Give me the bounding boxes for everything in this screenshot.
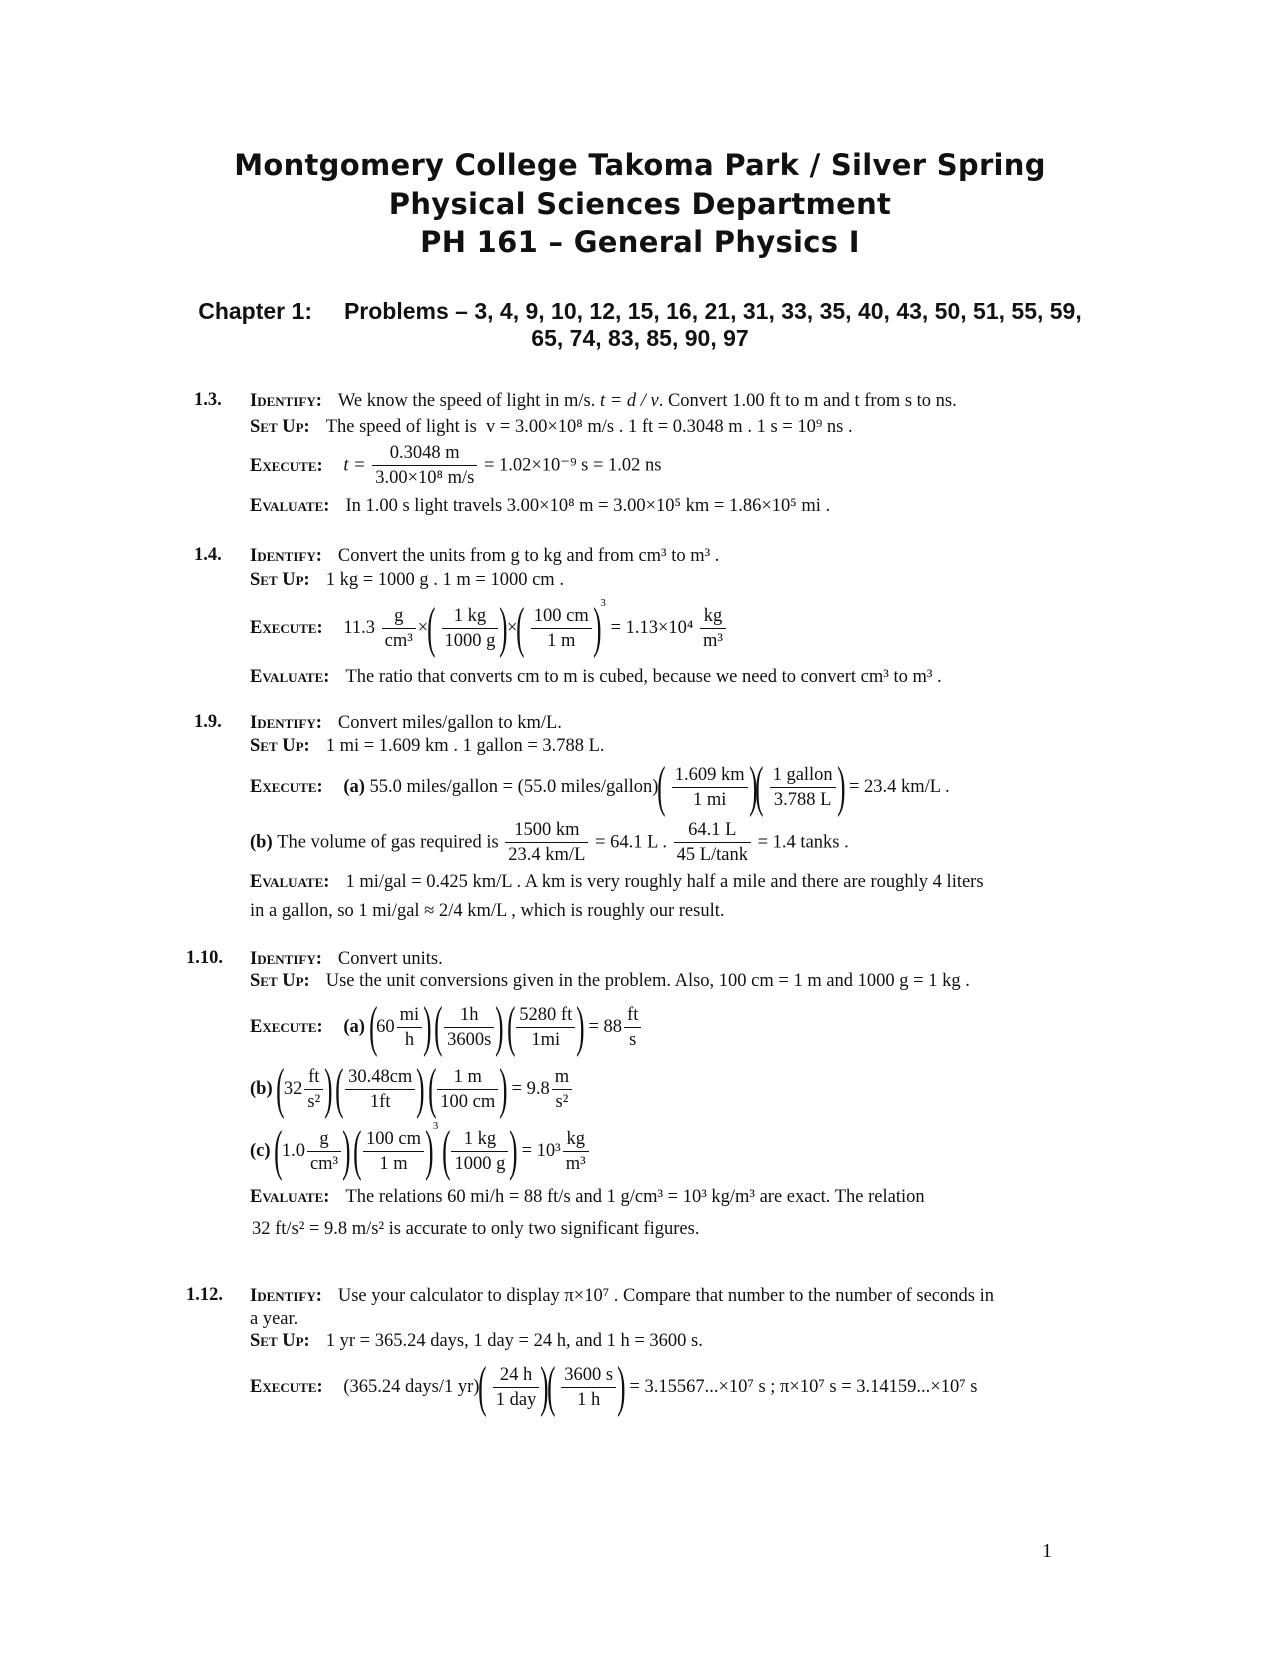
- fraction-denominator: 1ft: [369, 1091, 391, 1112]
- setup-line: [250, 569, 564, 591]
- fraction-denominator: 45 L/tank: [676, 845, 748, 865]
- execute-rhs: = 1.13×10⁴: [610, 618, 694, 638]
- part-label: (b): [250, 832, 273, 853]
- identify-text: Use your calculator to display π×10⁷ . Compare that number to the number of seconds in: [337, 1286, 994, 1306]
- fraction-numerator: kg: [563, 1127, 589, 1152]
- header-line-2: Physical Sciences Department: [388, 187, 892, 221]
- fraction: [563, 1127, 589, 1176]
- header-line-3: PH 161 – General Physics I: [420, 225, 860, 259]
- part-label: (a): [343, 1017, 365, 1037]
- fraction-denominator: cm³: [384, 630, 413, 651]
- fraction: [674, 818, 751, 867]
- identify-continued: a year.: [250, 1309, 299, 1329]
- fraction-denominator: 1000 g: [454, 1153, 506, 1174]
- fraction-numerator: 100 cm: [531, 604, 592, 629]
- execute-line: Execute: (365.24 days/1 yr)( 24 h 1 day )( $\frac{3600 s}{1 h}$ ) = 3.15567...×10⁷ s ; π×10⁷ s = 3.14159...×10⁷ s: [250, 1356, 978, 1418]
- execute-line: Execute: 11.3 $\frac{g}{\text{cm³}}$ ×( $\frac{1 kg}{1000 g}$ )×( $\frac{100 cm}{1 m}$ )$^3$ = 1.13×10⁴ $\frac{kg}{\text{m³}}$: [250, 603, 728, 653]
- fraction-denominator: 3600s: [447, 1029, 492, 1050]
- fraction: [345, 1065, 415, 1114]
- setup-text: The speed of light is: [325, 417, 477, 437]
- execute-rhs: = 1.02×10⁻⁹ s = 1.02 ns: [483, 455, 662, 476]
- fraction-denominator: cm³: [309, 1153, 339, 1174]
- fraction-denominator: m³: [565, 1153, 586, 1174]
- fraction-denominator: 1mi: [531, 1029, 561, 1050]
- part-c-line: (c) (1.0 $\frac{g}{\text{cm³}}$ ) ( $\frac{100 cm}{1 m}$ )$^3$ ( $\frac{1 kg}{1000 g}$ ) = 10³ $\frac{kg}{\text{m³}}$: [250, 1126, 591, 1176]
- setup-label: Set Up:: [250, 417, 310, 437]
- chapter-heading: [0, 298, 1280, 325]
- execute-line: Execute: (a) 55.0 miles/gallon = (55.0 miles/gallon)( $\frac{1.609 km}{1 mi}$ )( 1 gallon 3.788 L ) = 23.4 km/L .: [250, 756, 950, 818]
- fraction-numerator: 3600 s: [561, 1363, 616, 1388]
- identify-text: Convert the units from g to kg and from cm³ to m³ .: [337, 546, 720, 566]
- fraction-denominator: 1 h: [577, 1389, 601, 1410]
- coefficient: 1.0: [281, 1141, 305, 1161]
- identify-label: Identify:: [250, 949, 322, 969]
- fraction-denominator: 100 cm: [440, 1091, 496, 1112]
- page-number: 1: [1042, 1540, 1052, 1562]
- part-label: (c): [250, 1141, 271, 1161]
- fraction-denominator: 3.788 L: [773, 789, 832, 810]
- evaluate-text: In 1.00 s light travels 3.00×10⁸ m = 3.00×10⁵ km = 1.86×10⁵ mi .: [345, 496, 831, 516]
- chapter-title: Chapter 1:: [198, 298, 312, 324]
- fraction: [672, 763, 748, 812]
- identify-line: [250, 948, 443, 970]
- fraction: [770, 763, 836, 812]
- identify-text: Convert units.: [337, 949, 443, 969]
- fraction-numerator: g: [382, 604, 416, 629]
- fraction: [372, 441, 477, 490]
- execute-line: Execute: (a) (60 $\frac{mi}{h}$ ) ( $\frac{1h}{3600s}$ ) ( $\frac{5280 ft}{1mi}$ ) = 88 $\frac{ft}{s}$: [250, 1002, 643, 1052]
- problems-list-2: 65, 74, 83, 85, 90, 97: [531, 325, 749, 351]
- fraction: [437, 1065, 498, 1114]
- fraction-numerator: 64.1 L: [674, 818, 751, 843]
- fraction-numerator: m: [552, 1065, 572, 1090]
- fraction-numerator: 1 gallon: [770, 763, 836, 788]
- problem-number: 1.4.: [194, 545, 222, 565]
- fraction-denominator: s²: [555, 1091, 569, 1112]
- fraction-numerator: ft: [624, 1003, 641, 1028]
- fraction: [382, 604, 416, 653]
- problems-label: Problems –: [343, 298, 468, 324]
- part-rhs: = 10³: [521, 1141, 561, 1161]
- identify-equation: t = d / v: [599, 391, 659, 411]
- evaluate-text: 1 mi/gal = 0.425 km/L . A km is very roughly half a mile and there are roughly 4 liters: [345, 872, 984, 892]
- execute-lhs: t =: [343, 455, 366, 476]
- fraction: [307, 1127, 341, 1176]
- problem-number: 1.12.: [186, 1285, 223, 1305]
- evaluate-label: Evaluate:: [250, 667, 330, 687]
- setup-text: 1 yr = 365.24 days, 1 day = 24 h, and 1 h = 3600 s.: [325, 1331, 703, 1351]
- evaluate-continued: 32 ft/s² = 9.8 m/s² is accurate to only two significant figures.: [252, 1219, 700, 1239]
- identify-line: [250, 712, 562, 734]
- setup-text: Use the unit conversions given in the problem. Also, 100 cm = 1 m and 1000 g = 1 kg .: [325, 971, 970, 991]
- fraction-denominator: m³: [702, 630, 723, 651]
- fraction: [363, 1127, 424, 1176]
- fraction-numerator: mi: [397, 1003, 423, 1028]
- fraction-numerator: ft: [304, 1065, 323, 1090]
- setup-label: Set Up:: [250, 1331, 310, 1351]
- execute-label: Execute:: [250, 1017, 323, 1037]
- identify-line: [250, 545, 719, 567]
- execute-coefficient: 11.3: [343, 618, 376, 638]
- setup-line: [250, 1330, 703, 1352]
- fraction: [397, 1003, 423, 1052]
- fraction: [531, 604, 592, 653]
- fraction-numerator: 1.609 km: [672, 763, 748, 788]
- fraction: [493, 1363, 540, 1412]
- execute-rhs: = 88: [588, 1017, 623, 1037]
- fraction-numerator: 1 kg: [451, 1127, 508, 1152]
- fraction-denominator: 1 m: [379, 1153, 408, 1174]
- fraction-denominator: 1000 g: [444, 630, 496, 651]
- part-text: The volume of gas required is: [277, 832, 499, 853]
- identify-tail: . Convert 1.00 ft to m and t from s to ns.: [658, 391, 957, 411]
- fraction-numerator: 0.3048 m: [372, 441, 477, 466]
- setup-line: [250, 970, 970, 992]
- identify-line: [250, 1285, 994, 1307]
- fraction-numerator: 1500 km: [505, 818, 588, 843]
- fraction-numerator: 100 cm: [363, 1127, 424, 1152]
- fraction-numerator: 1h: [444, 1003, 494, 1028]
- evaluate-line: [250, 1186, 925, 1208]
- fraction-denominator: s: [629, 1029, 637, 1050]
- setup-label: Set Up:: [250, 570, 310, 590]
- evaluate-label: Evaluate:: [250, 1187, 330, 1207]
- setup-text: 1 kg = 1000 g . 1 m = 1000 cm .: [325, 570, 564, 590]
- problem-number: 1.3.: [194, 390, 222, 410]
- fraction-numerator: 30.48cm: [345, 1065, 415, 1090]
- execute-label: Execute:: [250, 618, 323, 638]
- part-b-line: [250, 818, 849, 867]
- fraction-denominator: 1 day: [495, 1389, 537, 1410]
- evaluate-text: The ratio that converts cm to m is cubed, because we need to convert cm³ to m³ .: [345, 667, 942, 687]
- setup-text: 1 mi = 1.609 km . 1 gallon = 3.788 L.: [325, 736, 605, 756]
- fraction-denominator: 3.00×10⁸ m/s: [375, 468, 475, 488]
- evaluate-label: Evaluate:: [250, 872, 330, 892]
- problems-list-1: 3, 4, 9, 10, 12, 15, 16, 21, 31, 33, 35, 40, 43, 50, 51, 55, 59,: [474, 298, 1082, 324]
- evaluate-line: [250, 871, 984, 893]
- fraction-numerator: kg: [700, 604, 726, 629]
- evaluate-line: [250, 666, 942, 688]
- fraction-denominator: s²: [307, 1091, 321, 1112]
- fraction-numerator: 24 h: [493, 1363, 540, 1388]
- header-line-1: Montgomery College Takoma Park / Silver Spring: [234, 148, 1046, 182]
- evaluate-text: The relations 60 mi/h = 88 ft/s and 1 g/cm³ = 10³ kg/m³ are exact. The relation: [345, 1187, 925, 1207]
- problem-number: 1.10.: [186, 948, 223, 968]
- execute-label: Execute:: [250, 777, 323, 797]
- execute-label: Execute:: [250, 455, 323, 476]
- fraction: [451, 1127, 508, 1176]
- fraction: [444, 1003, 494, 1052]
- setup-label: Set Up:: [250, 736, 310, 756]
- fraction-denominator: 1 m: [547, 630, 576, 651]
- fraction: [304, 1065, 323, 1114]
- identify-line: [250, 390, 957, 412]
- fraction: [505, 818, 588, 867]
- setup-label: Set Up:: [250, 971, 310, 991]
- fraction-numerator: g: [307, 1127, 341, 1152]
- execute-line: [250, 441, 661, 490]
- identify-label: Identify:: [250, 391, 322, 411]
- execute-rhs: = 23.4 km/L .: [848, 777, 950, 797]
- fraction-numerator: 1 kg: [442, 604, 499, 629]
- problem-number: 1.9.: [194, 712, 222, 732]
- setup-equation: v = 3.00×10⁸ m/s . 1 ft = 0.3048 m . 1 s = 10⁹ ns .: [486, 417, 853, 437]
- coefficient: 60: [376, 1017, 395, 1037]
- evaluate-continued: in a gallon, so 1 mi/gal ≈ 2/4 km/L , which is roughly our result.: [250, 901, 725, 921]
- fraction: [552, 1065, 572, 1114]
- evaluate-line: [250, 495, 830, 517]
- fraction-denominator: 1 mi: [692, 789, 727, 810]
- identify-label: Identify:: [250, 1286, 322, 1306]
- identify-label: Identify:: [250, 713, 322, 733]
- identify-label: Identify:: [250, 546, 322, 566]
- part-label: (a): [343, 777, 365, 797]
- fraction-numerator: 5280 ft: [516, 1003, 575, 1028]
- execute-label: Execute:: [250, 1377, 323, 1397]
- part-mid: = 64.1 L .: [595, 832, 667, 853]
- fraction-denominator: h: [404, 1029, 415, 1050]
- evaluate-label: Evaluate:: [250, 496, 330, 516]
- fraction: [516, 1003, 575, 1052]
- fraction: [442, 604, 499, 653]
- part-b-line: (b) (32 $\frac{ft}{\text{s²}}$ ) ( $\frac{30.48cm}{1ft}$ ) ( $\frac{1 m}{100 cm}$ ) = 9.8 $\frac{m}{\text{s²}}$: [250, 1064, 574, 1114]
- identify-text: We know the speed of light in m/s.: [337, 391, 596, 411]
- coefficient: 32: [283, 1079, 303, 1099]
- fraction-numerator: 1 m: [437, 1065, 498, 1090]
- execute-text: (365.24 days/1 yr): [343, 1377, 480, 1397]
- execute-rhs: = 3.15567...×10⁷ s ; π×10⁷ s = 3.14159...×10⁷ s: [629, 1377, 978, 1397]
- setup-line: [250, 416, 853, 438]
- fraction: [700, 604, 726, 653]
- identify-text: Convert miles/gallon to km/L.: [337, 713, 562, 733]
- fraction: [561, 1363, 616, 1412]
- fraction: [624, 1003, 641, 1052]
- part-rhs: = 9.8: [511, 1079, 550, 1099]
- fraction-denominator: 23.4 km/L: [508, 845, 586, 865]
- part-label: (b): [250, 1079, 273, 1099]
- setup-line: [250, 735, 605, 757]
- part-rhs: = 1.4 tanks .: [757, 832, 849, 853]
- execute-text: 55.0 miles/gallon = (55.0 miles/gallon): [369, 777, 659, 797]
